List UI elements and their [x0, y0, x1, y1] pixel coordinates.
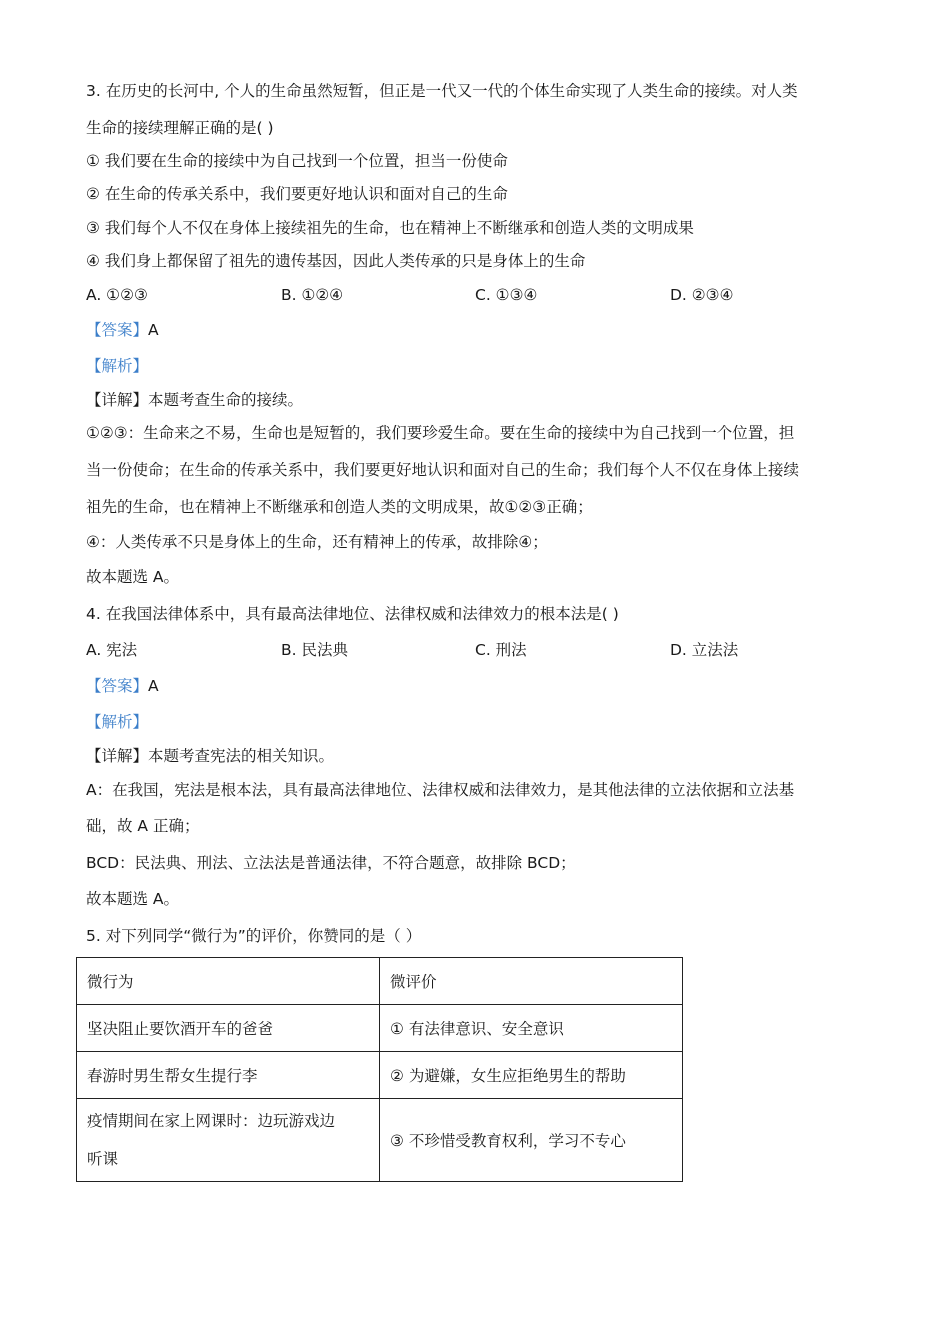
table-header-row — [77, 958, 683, 1005]
q4-option-b: B. 民法典 — [281, 641, 348, 659]
q3-stem-line2: 生命的接续理解正确的是( ) — [86, 119, 274, 137]
q3-answer-value: A — [148, 321, 159, 339]
q4-option-c: C. 刑法 — [475, 641, 527, 659]
q3-explain-3: 祖先的生命，也在精神上不断继承和创造人类的文明成果，故①②③正确； — [86, 498, 593, 516]
table-header-behavior: 微行为 — [77, 958, 380, 1005]
q3-option-a: A. ①②③ — [86, 286, 148, 304]
q3-item-2: ② 在生命的传承关系中，我们要更好地认识和面对自己的生命 — [86, 185, 508, 203]
q4-detail: 【详解】本题考查宪法的相关知识。 — [86, 747, 335, 765]
q4-answer-tag: 【答案】 — [86, 677, 149, 695]
table-cell-behavior — [77, 1099, 380, 1182]
table-cell-evaluation: ③ 不珍惜受教育权利，学习不专心 — [380, 1099, 683, 1182]
q5-stem: 5. 对下列同学“微行为”的评价，你赞同的是（ ） — [86, 927, 422, 945]
table-cell-evaluation: ② 为避嫌，女生应拒绝男生的帮助 — [380, 1052, 683, 1099]
q4-explain-1: A：在我国，宪法是根本法，具有最高法律地位、法律权威和法律效力，是其他法律的立法依据和立法基 — [86, 781, 795, 799]
table-row — [77, 1099, 683, 1182]
q3-answer-tag: 【答案】 — [86, 321, 149, 339]
q3-explain-1: ①②③：生命来之不易，生命也是短暂的，我们要珍爱生命。要在生命的接续中为自己找到一个位置，担 — [86, 424, 795, 442]
q3-item-3: ③ 我们每个人不仅在身体上接续祖先的生命，也在精神上不断继承和创造人类的文明成果 — [86, 219, 694, 237]
table-cell-behavior: 春游时男生帮女生提行李 — [77, 1052, 380, 1099]
q4-answer-value: A — [148, 677, 159, 695]
q4-explain-3: BCD：民法典、刑法、立法法是普通法律，不符合题意，故排除 BCD； — [86, 854, 576, 872]
q3-item-4: ④ 我们身上都保留了祖先的遗传基因，因此人类传承的只是身体上的生命 — [86, 252, 586, 270]
q5-table — [76, 957, 683, 1182]
q3-stem-line1: 3. 在历史的长河中, 个人的生命虽然短暂，但正是一代又一代的个体生命实现了人类生命的接续。对人类 — [86, 82, 798, 100]
table-cell-behavior: 坚决阻止要饮酒开车的爸爸 — [77, 1005, 380, 1052]
q4-explain-4: 故本题选 A。 — [86, 890, 180, 908]
q3-explain-4: ④：人类传承不只是身体上的生命，还有精神上的传承，故排除④； — [86, 533, 548, 551]
q4-answer — [86, 676, 159, 696]
q3-option-b: B. ①②④ — [281, 286, 344, 304]
q3-analysis-tag: 【解析】 — [86, 357, 149, 375]
q3-explain-2: 当一份使命；在生命的传承关系中，我们要更好地认识和面对自己的生命；我们每个人不仅在身体上接续 — [86, 461, 800, 479]
table-row — [77, 1052, 683, 1099]
q3-detail: 【详解】本题考查生命的接续。 — [86, 391, 304, 409]
table-cell-evaluation: ① 有法律意识、安全意识 — [380, 1005, 683, 1052]
q4-explain-2: 础，故 A 正确； — [86, 817, 200, 835]
table-cell-behavior-line2: 听课 — [87, 1150, 119, 1168]
q4-analysis-tag: 【解析】 — [86, 713, 149, 731]
q3-option-d: D. ②③④ — [670, 286, 734, 304]
q4-option-d: D. 立法法 — [670, 641, 739, 659]
table-cell-behavior-line1: 疫情期间在家上网课时：边玩游戏边 — [87, 1112, 336, 1130]
q3-option-c: C. ①③④ — [475, 286, 538, 304]
q4-option-a: A. 宪法 — [86, 641, 138, 659]
table-row — [77, 1005, 683, 1052]
table-header-evaluation: 微评价 — [380, 958, 683, 1005]
q3-answer — [86, 320, 159, 340]
q3-explain-5: 故本题选 A。 — [86, 568, 180, 586]
q3-item-1: ① 我们要在生命的接续中为自己找到一个位置，担当一份使命 — [86, 152, 508, 170]
q4-stem: 4. 在我国法律体系中，具有最高法律地位、法律权威和法律效力的根本法是( ) — [86, 605, 619, 623]
